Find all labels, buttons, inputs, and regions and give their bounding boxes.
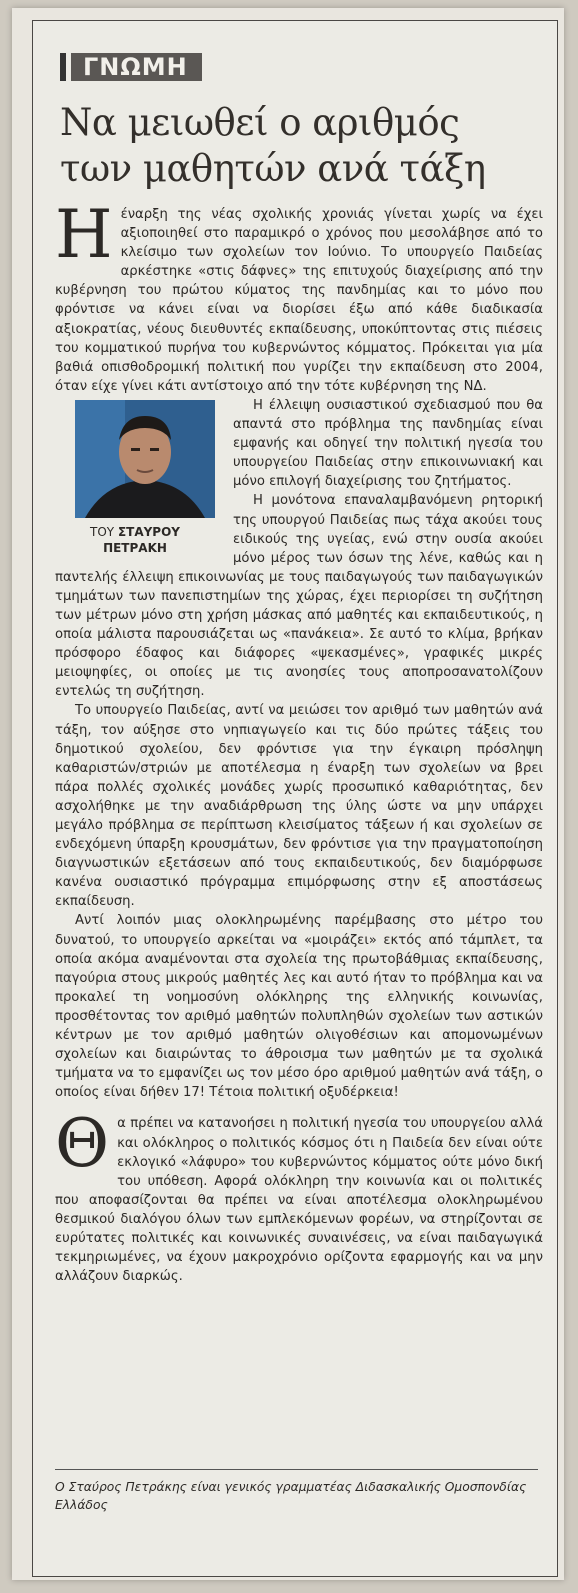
paragraph-3: Η μονότονα επαναλαμβανόμενη ρητορική της υπουργού Παιδείας πως τάχα ακούει τους ειδικούς της υγείας, ενώ στην ουσία ακούει μόνο μέρος των όσων της λένε, καθώς και η παντελής έλλειψη επικοινωνίας με τους παιδαγωγούς των παιδαγωγικών τμημάτων των πανεπιστημίων της χώρας, έχει περιορίσει τη συζήτηση των μέτρων μόνο στη χρήση μάσκας από μαθητές και εκπαιδευτικούς, η οποία μάλιστα παρουσιάζεται ως «πανάκεια». Σε αυτό το κλίμα, βρήκαν πρόσφορο έδαφος και διάφορες «ψεκασμένες», γραφικές μικρές μειοψηφίες, οι οποίες με τις ανοησίες τους αποπροσανατολίζουν εντελώς τη συζήτηση. xyxy=(55,493,543,700)
article-headline xyxy=(60,100,540,192)
paragraph-4: Το υπουργείο Παιδείας, αντί να μειώσει τον αριθμό των μαθητών ανά τάξη, τον αύξησε στο νηπιαγωγείο και τις δύο πρώτες τάξεις του δημοτικού σχολείου, δεν φρόντισε για την έγκαιρη πρόσληψη καθαριστών/στριών με αποτέλεσμα η έναρξη των σχολείων να βρει πάρα πολλές σχολικές μονάδες χωρίς προσωπικό καθαριότητας, δεν ασχολήθηκε με την αναδιάρθρωση της ύλης ώστε να μην υπάρχει μεγάλο πρόβλημα σε περίπτωση κλεισίματος τάξεων ή και σχολείων σε ενδεχόμενη ύπαρξη κρουσμάτων, δεν φρόντισε για την πραγματοποίηση διαγνωστικών εξετάσεων από τους εκπαιδευτικούς, δεν διαμόρφωσε κανένα ουσιαστικό πρόγραμμα επιμόρφωσης στην εξ αποστάσεως εκπαίδευση. xyxy=(55,703,543,910)
headline-line-1: Να μειωθεί ο αριθμός xyxy=(60,101,460,144)
byline-last-name: ΠΕΤΡΑΚΗ xyxy=(103,540,167,555)
rubric-label: ΓΝΩΜΗ xyxy=(71,53,202,81)
paragraph-1-text: έναρξη της νέας σχολικής χρονιάς γίνεται χωρίς να έχει αξιοποιηθεί στο παραμικρό ο χρόνος που μεσολάβησε από το κλείσιμο των σχολείων τον Ιούνιο. Το υπουργείο Παιδείας αρκέστηκε «στις δάφνες» της επιτυχούς διαχείρισης από την κυβέρνηση του πρώτου κύματος της πανδημίας και το μόνο που φρόντισε να κάνει είναι να διορίσει έξω από κάθε διαδικασία αξιοκρατίας, νέους διευθυντές εκπαίδευσης, υποκύπτοντας στις πιέσεις του κομματικού πυρήνα του κυβερνώντος κόμματος. Πρόκειται για μία βαθιά οπισθοδρομική πολιτική που γυρίζει την εκπαίδευση στο 2004, όταν είχε γίνει κάτι αντίστοιχο από την τότε κυβέρνηση της ΝΔ. xyxy=(55,207,543,394)
paragraph-6 xyxy=(55,1105,543,1286)
headline-line-2: των μαθητών ανά τάξη xyxy=(60,147,486,190)
paragraph-6-text: α πρέπει να κατανοήσει η πολιτική ηγεσία του υπουργείου αλλά και ολόκληρος ο πολιτικός κόσμος ότι η Παιδεία δεν είναι ούτε εκλογικό «λάφυρο» του κυβερνώντος κόμματος ούτε μόνο δική του υπόθεση. Αφορά ολόκληρη την κοινωνία και οι πολιτικές που αποφασίζονται θα πρέπει να είναι αποτέλεσμα ολοκληρωμένου θεσμικού διαλόγου όλων των εμπλεκόμενων φορέων, να στηρίζονται σε ευρύτατες πολιτικές και κοινωνικές συναινέσεις, να είναι παιδαγωγικά τεκμηριωμένες, να έχουν μακροχρόνιο ορίζοντα εφαρμογής και να μην αλλάζουν διαρκώς. xyxy=(55,1116,543,1285)
article-body xyxy=(55,196,543,1286)
author-photo-block xyxy=(55,400,215,556)
author-byline xyxy=(55,524,215,556)
author-footnote: Ο Σταύρος Πετράκης είναι γενικός γραμματέας Διδασκαλικής Ομοσπονδίας Ελλάδος xyxy=(55,1480,527,1512)
footnote-divider xyxy=(55,1469,538,1470)
paragraph-2: Η έλλειψη ουσιαστικού σχεδιασμού που θα απαντά στο πρόβλημα της πανδημίας είναι εμφανής και οδηγεί την πολιτική ηγεσία του υπουργείου Παιδείας στην επικοινωνιακή και μόνο επιλογή διαχείρισης του ζητήματος. xyxy=(233,397,543,490)
paragraph-1 xyxy=(55,196,543,396)
byline-first-name: ΣΤΑΥΡΟΥ xyxy=(117,524,180,539)
dropcap-1: Η xyxy=(55,196,113,273)
author-portrait-icon xyxy=(75,400,215,518)
paragraph-5: Αντί λοιπόν μιας ολοκληρωμένης παρέμβασης στο μέτρο του δυνατού, το υπουργείο αρκείται να «μοιράζει» εκτός από τάμπλετ, τα οποία ακόμα αναμένονται στα σχολεία της πρωτοβάθμιας εκπαίδευσης, παγούρια στους μικρούς μαθητές λες και αυτό ήταν το πρόβλημα και να προκαλεί τη νοημοσύνη ολόκληρης της ελληνικής κοινωνίας, προσθέτοντας τον αριθμό μαθητών πολυπληθών σχολείων των αστικών κέντρων με τον αριθμό μαθητών ολιγοθέσιων και απομονωμένων σχολείων και διαιρώντας το άθροισμα των μαθητών με τα σχολικά τμήματα να το εμφανίζει ως τον μέσο όρο αριθμού μαθητών ανά τάξη, ο οποίος είναι δήθεν 17! Τέτοια πολιτική οξυδέρκεια! xyxy=(55,913,543,1101)
dropcap-2: Θ xyxy=(55,1105,110,1183)
section-rubric xyxy=(60,52,202,82)
byline-prefix: ΤΟΥ xyxy=(90,524,115,539)
author-photo xyxy=(75,400,215,518)
rubric-bar xyxy=(60,53,66,81)
